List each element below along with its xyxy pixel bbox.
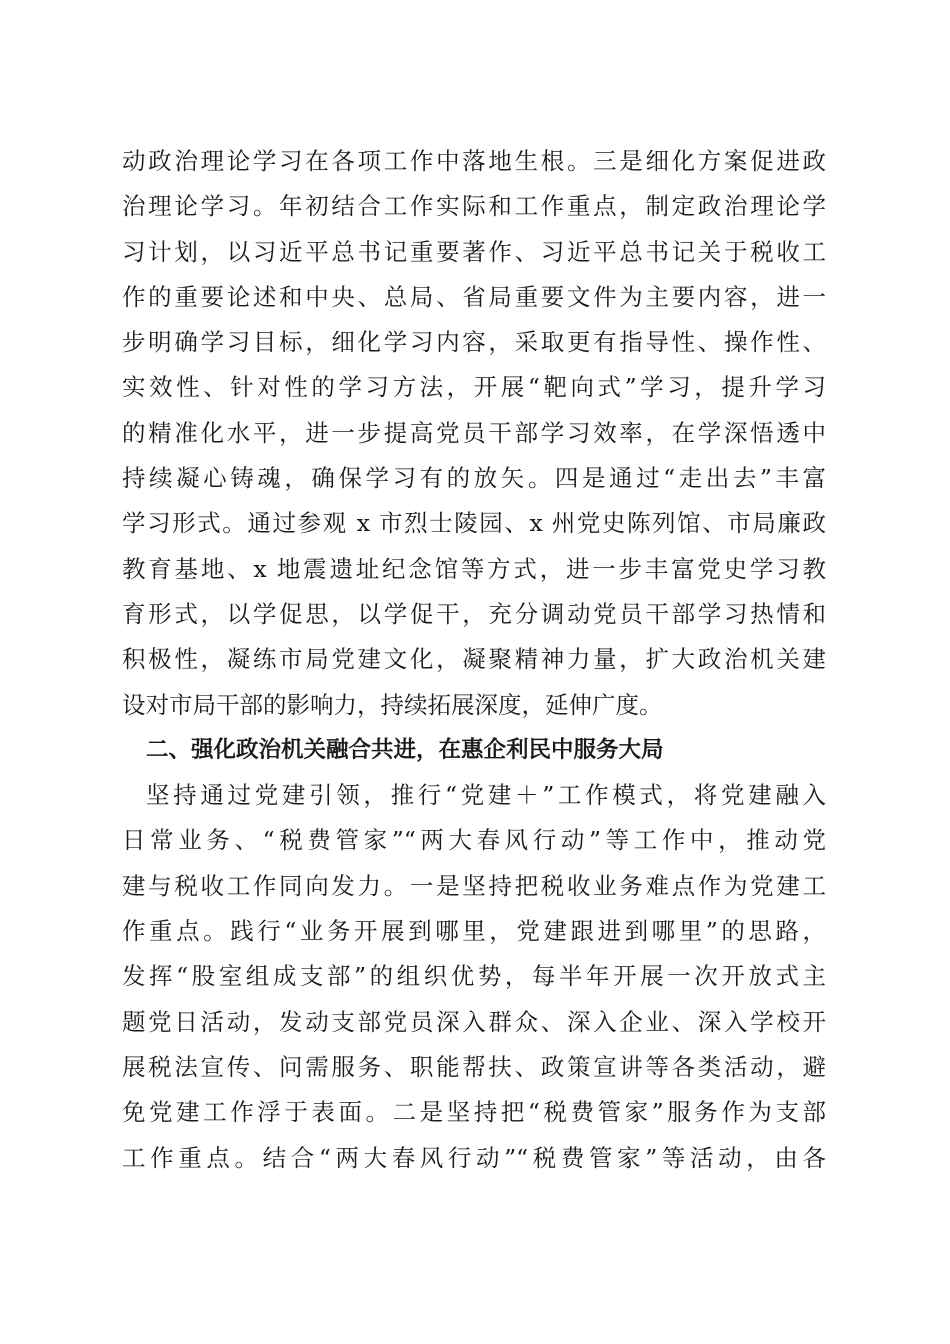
text-line: 积极性，凝练市局党建文化，凝聚精神力量，扩大政治机关建 [122, 645, 826, 674]
text-line: 作的重要论述和中央、总局、省局重要文件为主要内容，进一 [122, 282, 826, 311]
text-line: 步明确学习目标，细化学习内容，采取更有指导性、操作性、 [122, 328, 826, 357]
text-line: 实效性、针对性的学习方法，开展“靶向式”学习，提升学习 [122, 373, 826, 402]
text-line: 教育基地、x 地震遗址纪念馆等方式，进一步丰富党史学习教 [122, 554, 826, 583]
text-line: 学习形式。通过参观 x 市烈士陵园、x 州党史陈列馆、市局廉政 [122, 509, 826, 538]
text-line: 作重点。践行“业务开展到哪里，党建跟进到哪里”的思路， [122, 917, 826, 946]
text-line: 日常业务、“税费管家”“两大春风行动”等工作中，推动党 [122, 826, 826, 855]
text-line: 建与税收工作同向发力。一是坚持把税收业务难点作为党建工 [122, 871, 826, 900]
text-line: 题党日活动，发动支部党员深入群众、深入企业、深入学校开 [122, 1007, 826, 1036]
paragraph-end-line: 设对市局干部的影响力，持续拓展深度，延伸广度。 [122, 690, 663, 719]
text-line: 展税法宣传、问需服务、职能帮扶、政策宣讲等各类活动，避 [122, 1052, 826, 1081]
paragraph-first-line: 坚持通过党建引领，推行“党建＋”工作模式，将党建融入 [146, 781, 826, 810]
text-line: 持续凝心铸魂，确保学习有的放矢。四是通过“走出去”丰富 [122, 464, 826, 493]
text-line: 免党建工作浮于表面。二是坚持把“税费管家”服务作为支部 [122, 1098, 826, 1127]
text-line: 发挥“股室组成支部”的组织优势，每半年开展一次开放式主 [122, 962, 826, 991]
body-text [122, 139, 826, 1181]
text-line: 育形式，以学促思，以学促干，充分调动党员干部学习热情和 [122, 599, 826, 628]
text-line: 动政治理论学习在各项工作中落地生根。三是细化方案促进政 [122, 147, 826, 175]
text-line: 工作重点。结合“两大春风行动”“税费管家”等活动，由各 [122, 1143, 826, 1172]
text-line: 的精准化水平，进一步提高党员干部学习效率，在学深悟透中 [122, 418, 826, 447]
text-line: 习计划，以习近平总书记重要著作、习近平总书记关于税收工 [122, 237, 826, 266]
text-line: 治理论学习。年初结合工作实际和工作重点，制定政治理论学 [122, 192, 826, 221]
section-heading: 二、强化政治机关融合共进，在惠企利民中服务大局 [146, 736, 664, 763]
